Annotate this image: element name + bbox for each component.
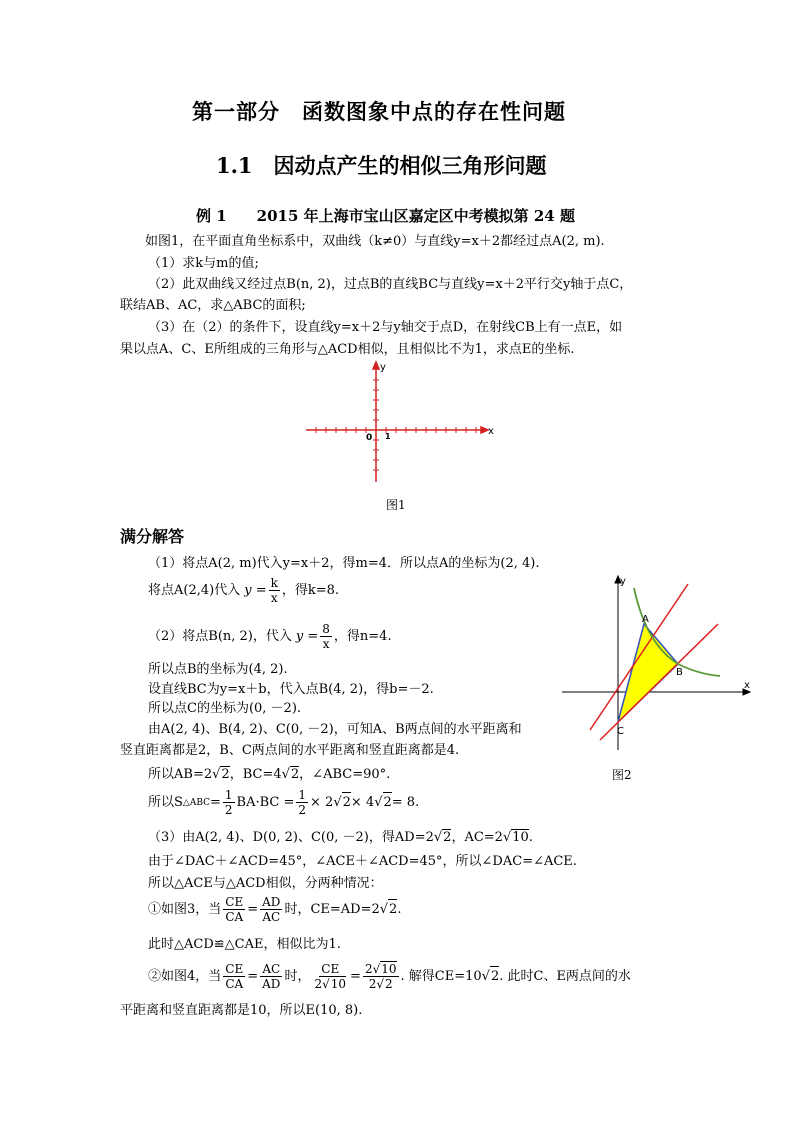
- figure1-y-arrow: [373, 362, 379, 369]
- solution-s1b: [148, 576, 339, 605]
- problem-q2-line2: 联结AB、AC，求△ABC的面积;: [120, 298, 306, 313]
- solution-s3b: 由于∠DAC＋∠ACD=45°，∠ACE＋∠ACD=45°，所以∠DAC=∠ACE.: [148, 854, 577, 869]
- s1b-fraction: $\frac{k}{x}$: [270, 576, 278, 605]
- solution-heading: 满分解答: [120, 527, 185, 546]
- figure1-axes: [300, 356, 500, 486]
- solution-s1a: （1）将点A(2, m)代入y=x＋2，得m=4．所以点A的坐标为(2, 4).: [148, 556, 540, 571]
- solution-s3g: 平距离和竖直距离都是10，所以E(10, 8).: [120, 1003, 363, 1018]
- s1b-y: y =: [244, 582, 267, 598]
- solution-s2c: 设直线BC为y=x＋b，代入点B(4, 2)，得b=－2.: [148, 682, 434, 697]
- solution-s2e: 由A(2, 4)、B(4, 2)、C(0, －2)，可知A、B两点间的水平距离和: [148, 722, 522, 737]
- s2a-pre: （2）将点B(n, 2)，代入: [148, 628, 292, 644]
- solution-s3c: 所以△ACE与△ACD相似，分两种情况：: [148, 876, 383, 891]
- problem-q2-line1: （2）此双曲线又经过点B(n, 2)，过点B的直线BC与直线y=x＋2平行交y轴于点C，: [148, 277, 633, 292]
- section-title: 1.1 因动点产生的相似三角形问题: [216, 153, 547, 178]
- figure1-tick-label: 1: [385, 432, 391, 441]
- s2a-fraction: $\frac{8}{x}$: [322, 622, 330, 651]
- figure1-y-label: y: [380, 362, 386, 373]
- problem-q3-line1: （3）在（2）的条件下，设直线y=x＋2与y轴交于点D，在射线CB上有一点E，如: [148, 320, 623, 335]
- solution-s2d: 所以点C的坐标为(0, －2).: [148, 701, 302, 716]
- figure2-label-b: B: [676, 667, 683, 678]
- figure1-x-arrow: [481, 427, 488, 433]
- figure2-label-c: C: [617, 726, 624, 737]
- figure1-x-label: x: [488, 426, 494, 437]
- solution-s3a: （3）由A(2, 4)、D(0, 2)、C(0, －2)，得AD=2√2，AC=2√10.: [148, 830, 533, 845]
- problem-intro: 如图1，在平面直角坐标系中，双曲线（k≠0）与直线y=x＋2都经过点A(2, m).: [145, 234, 605, 249]
- figure2-y-label: y: [620, 576, 626, 587]
- problem-q1: （1）求k与m的值;: [148, 256, 259, 271]
- solution-s2b: 所以点B的坐标为(4, 2).: [148, 662, 288, 677]
- figure1-caption: 图1: [386, 498, 406, 512]
- solution-s2a: [148, 622, 392, 651]
- figure2-label-a: A: [642, 614, 649, 625]
- part-title: 第一部分 函数图象中点的存在性问题: [192, 99, 566, 124]
- s1b-post: ，得k=8.: [281, 582, 340, 598]
- figure2-caption: 图2: [612, 768, 632, 782]
- solution-s3f: ②如图4，当 $\frac{CE}{CA}$ = $\frac{AC}{AD}$ 时， $\frac{CE}{2√10}$ = $\frac{2√10}{2√2}$ . 解得CE=10 √ 2 . 此时C、E两点间的水: [148, 962, 631, 991]
- s2a-y: y =: [295, 628, 319, 644]
- figure2-diagram: [560, 572, 754, 752]
- solution-s2g: 所以AB=2√2，BC=4√2，∠ABC=90°.: [148, 767, 391, 782]
- problem-q3-line2: 果以点A、C、E所组成的三角形与△ACD相似，且相似比不为1，求点E的坐标.: [120, 342, 575, 357]
- solution-s3d: ①如图3，当 $\frac{CE}{CA}$ = $\frac{AD}{AC}$ 时，CE=AD=2 √ 2 .: [148, 895, 402, 924]
- solution-s2f: 竖直距离都是2，B、C两点间的水平距离和竖直距离都是4.: [120, 743, 460, 758]
- example-title: 例 1 2015 年上海市宝山区嘉定区中考模拟第 24 题: [196, 207, 575, 225]
- solution-s3e: 此时△ACD≌△CAE，相似比为1.: [148, 937, 341, 952]
- s1b-pre: 将点A(2,4)代入: [148, 582, 241, 598]
- s2a-post: ，得n=4.: [333, 628, 392, 644]
- figure2-x-label: x: [744, 680, 750, 691]
- solution-s2h: 所以S △ABC = $\frac{1}{2}$ BA·BC = $\frac{1}{2}$ × 2 √ 2 × 4 √ 2 = 8.: [148, 788, 420, 817]
- figure1-origin-label: 0: [366, 433, 373, 443]
